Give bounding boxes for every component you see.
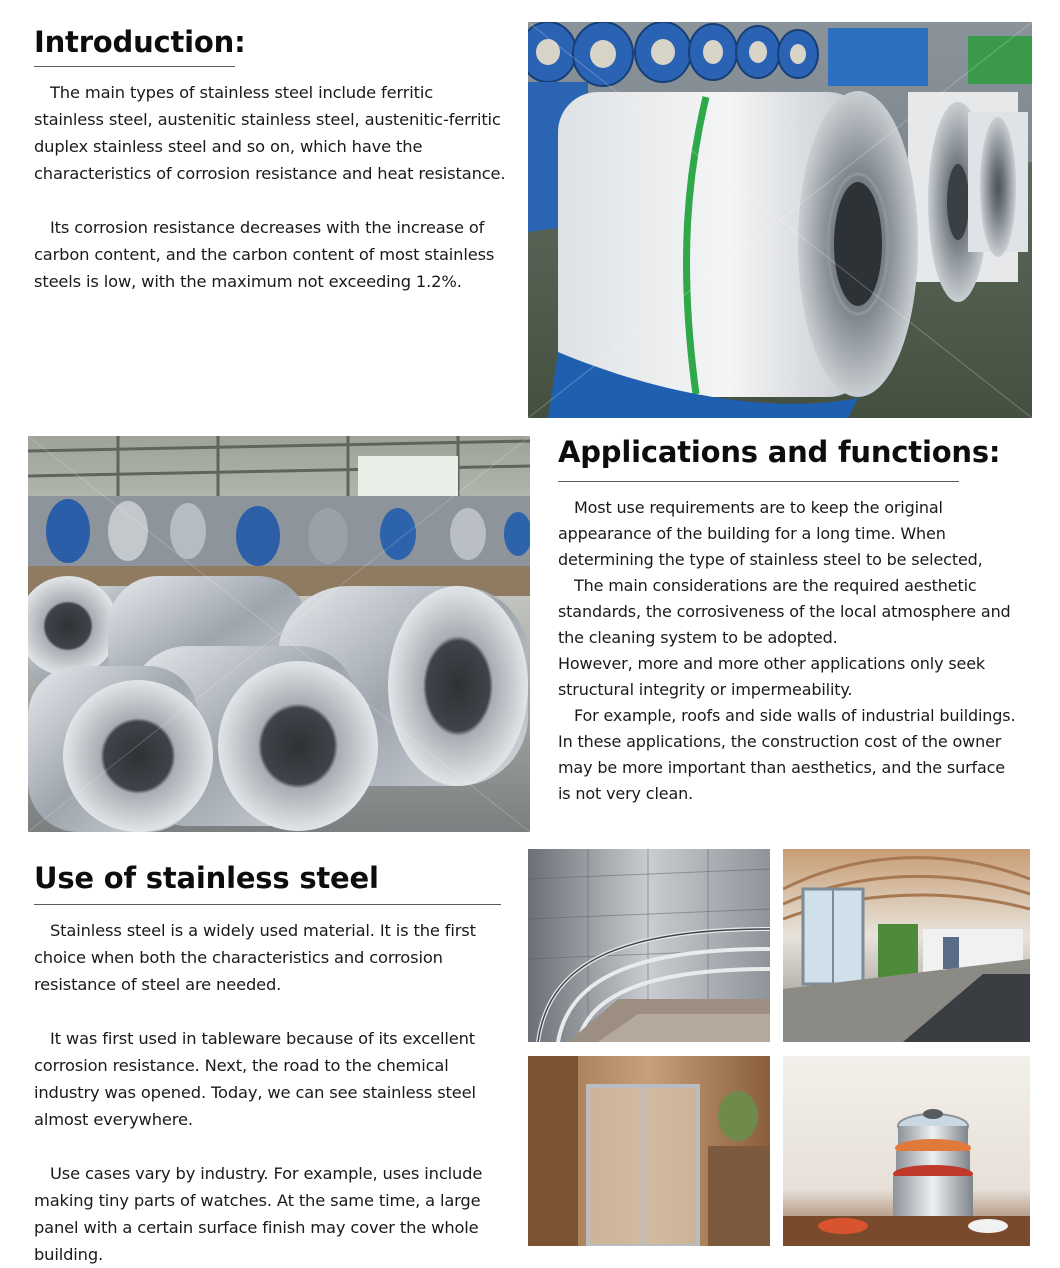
intro-title-rule [34,66,235,67]
steel-coil-warehouse-photo [528,22,1032,418]
stair-railing-photo [528,849,770,1042]
intro-text [34,79,506,295]
intro-paragraph-1: The main types of stainless steel include ferritic stainless steel, austenitic stainless steel, austenitic-ferritic duplex stainless steel and so on, which have the characteristics of corrosion resistance and heat resistance. [34,83,506,183]
intro-title: Introduction: [34,25,246,59]
use-paragraph-3: Use cases vary by industry. For example, uses include making tiny parts of watches. At the same time, a large panel with a certain surface finish may cover the whole building. [34,1164,483,1264]
use-title-rule [34,904,501,905]
applications-paragraph-3: However, more and more other applications only seek structural integrity or impermeability. [558,654,986,699]
use-text [34,917,506,1268]
applications-paragraph-1: Most use requirements are to keep the original appearance of the building for a long time. When determining the type of stainless steel to be selected, [558,498,983,569]
use-title: Use of stainless steel [34,861,379,895]
applications-title: Applications and functions: [558,435,1001,469]
applications-paragraph-4: For example, roofs and side walls of industrial buildings. In these applications, the construction cost of the owner may be more important than aesthetics, and the surface is not very clean. [558,706,1016,803]
shower-enclosure-photo [528,1056,770,1246]
applications-text [558,495,1016,807]
use-paragraph-1: Stainless steel is a widely used material. It is the first choice when both the characteristics and corrosion resistance of steel are needed. [34,921,476,994]
use-paragraph-2: It was first used in tableware because of its excellent corrosion resistance. Next, the road to the chemical industry was opened. Today, we can see stainless steel almost everywhere. [34,1029,476,1129]
elevator-terminal-photo [783,849,1030,1042]
steamer-pot-photo [783,1056,1030,1246]
applications-title-rule [558,481,959,482]
applications-paragraph-2: The main considerations are the required aesthetic standards, the corrosiveness of the local atmosphere and the cleaning system to be adopted. [558,576,1011,647]
intro-paragraph-2: Its corrosion resistance decreases with the increase of carbon content, and the carbon content of most stainless steels is low, with the maximum not exceeding 1.2%. [34,218,495,291]
galvanized-coils-factory-photo [28,436,530,832]
